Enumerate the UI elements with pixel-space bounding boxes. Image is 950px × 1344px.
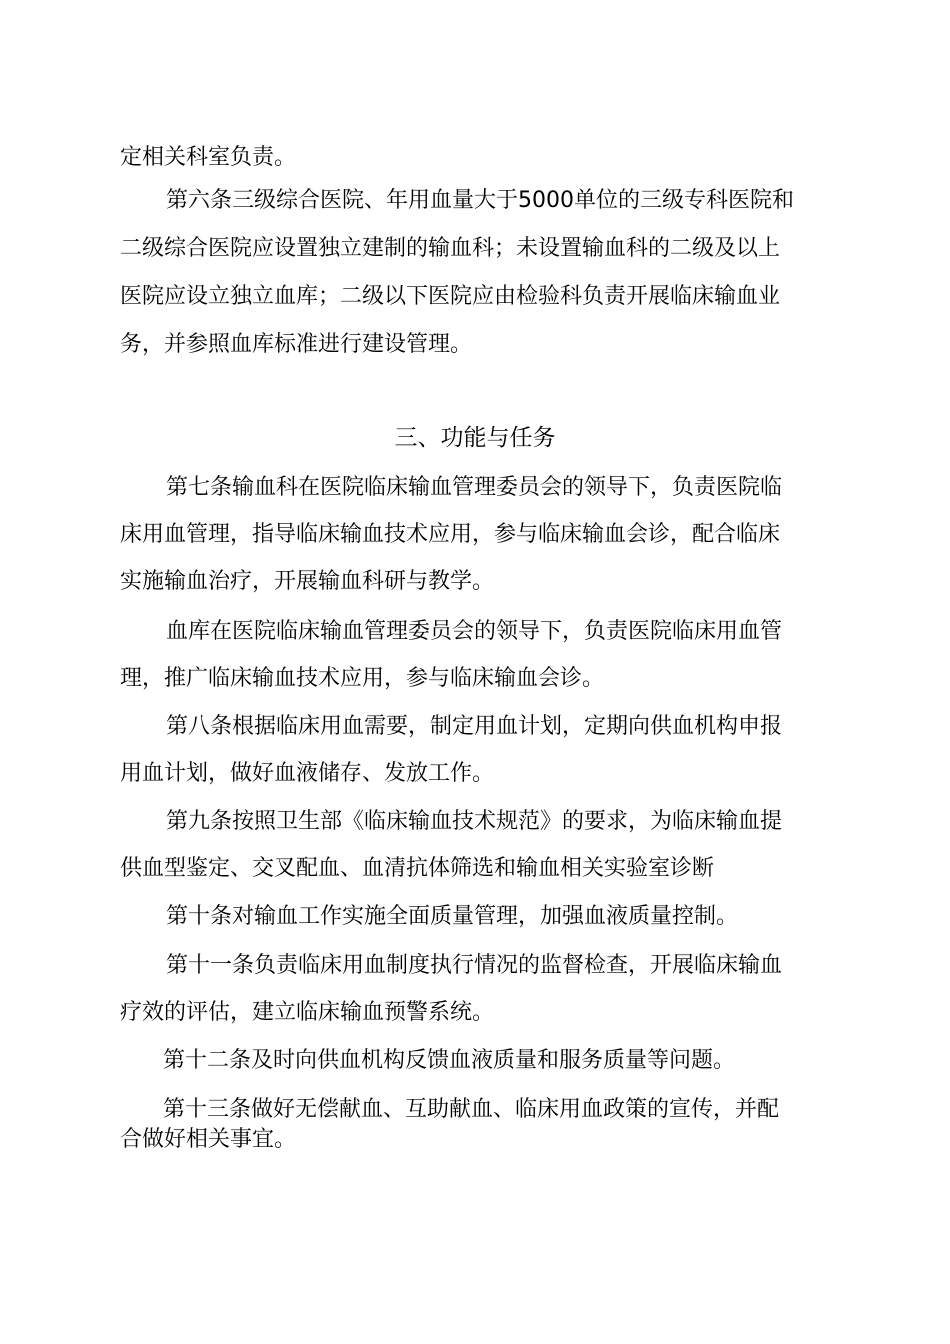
article-9-line-1: 第九条按照卫生部《临床输血技术规范》的要求，为临床输血提: [166, 809, 783, 834]
article-10-line: 第十条对输血工作实施全面质量管理，加强血液质量控制。: [166, 904, 739, 929]
article-8-line-2: 用血计划，做好血液储存、发放工作。: [120, 761, 495, 786]
blood-bank-line-2: 理，推广临床输血技术应用，参与临床输血会诊。: [120, 666, 605, 691]
article-7-line-3: 实施输血治疗，开展输血科研与教学。: [120, 569, 495, 594]
text-line: 定相关科室负责。: [120, 145, 297, 170]
article-6-line-3: 医院应设立独立血库；二级以下医院应由检验科负责开展临床输血业: [120, 284, 781, 309]
article-13-line-1: 第十三条做好无偿献血、互助献血、临床用血政策的宣传，并配: [163, 1097, 780, 1122]
article-8-line-1: 第八条根据临床用血需要，制定用血计划，定期向供血机构申报: [166, 714, 783, 739]
article-11-line-1: 第十一条负责临床用血制度执行情况的监督检查，开展临床输血: [166, 953, 783, 978]
article-12-line: 第十二条及时向供血机构反馈血液质量和服务质量等问题。: [163, 1048, 736, 1073]
article-6-line-4: 务，并参照血库标准进行建设管理。: [120, 332, 473, 357]
article-6-line-1: 第六条三级综合医院、年用血量大于5000单位的三级专科医院和: [166, 188, 794, 213]
blood-bank-line-1: 血库在医院临床输血管理委员会的领导下，负责医院临床用血管: [166, 619, 783, 644]
article-11-line-2: 疗效的评估，建立临床输血预警系统。: [120, 1000, 495, 1025]
article-6-line-2: 二级综合医院应设置独立建制的输血科；未设置输血科的二级及以上: [120, 236, 781, 261]
section-heading: 三、功能与任务: [394, 425, 556, 451]
article-9-line-2: 供血型鉴定、交叉配血、血清抗体筛选和输血相关实验室诊断: [120, 856, 715, 881]
article-7-line-2: 床用血管理，指导临床输血技术应用，参与临床输血会诊，配合临床: [120, 522, 781, 547]
article-13-line-2: 合做好相关事宜。: [120, 1127, 297, 1152]
article-7-line-1: 第七条输血科在医院临床输血管理委员会的领导下，负责医院临: [166, 475, 783, 500]
